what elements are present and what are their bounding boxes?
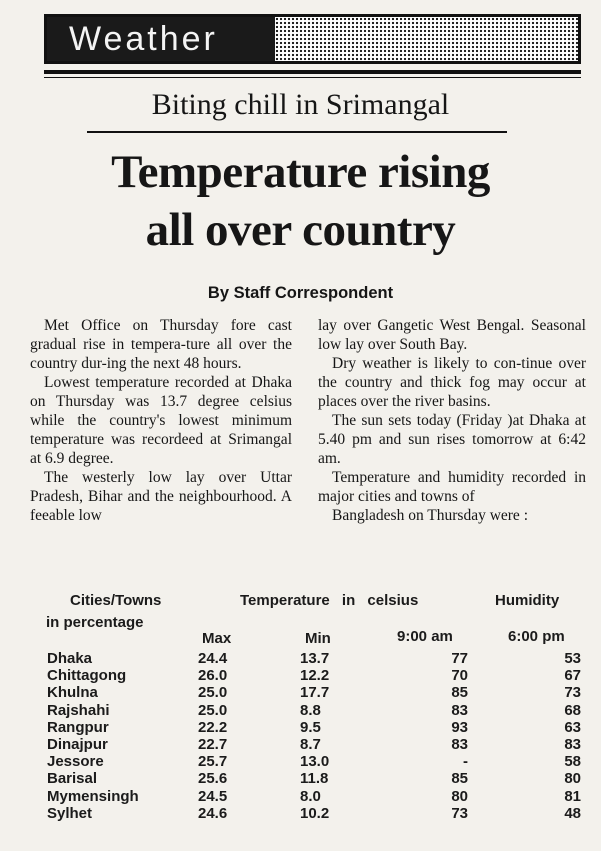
cell-h6: 67	[564, 667, 581, 685]
cell-min: 11.8	[300, 770, 329, 788]
section-label: Weather	[47, 17, 275, 61]
cell-h9: 85	[451, 770, 468, 788]
table-row	[0, 702, 601, 719]
table-row	[0, 753, 601, 770]
cell-h9: -	[463, 753, 468, 771]
cell-h6: 63	[564, 718, 581, 736]
cell-city: Khulna	[47, 684, 98, 702]
table-row	[0, 684, 601, 701]
paragraph: The westerly low lay over Uttar Pradesh, Bihar and the neighbourhood. A feeable low	[30, 469, 292, 524]
cell-h6: 81	[564, 787, 581, 805]
cell-max: 24.5	[198, 787, 228, 805]
cell-min: 8.8	[300, 701, 321, 719]
cell-city: Rangpur	[47, 718, 109, 736]
header-rule-thin	[44, 77, 581, 78]
cell-max: 22.2	[198, 718, 228, 736]
section-header	[44, 14, 581, 64]
header-temperature: Temperature in celsius	[240, 592, 419, 609]
cell-h6: 53	[564, 650, 581, 667]
cell-h6: 83	[564, 736, 581, 753]
headline-line-2: all over country	[145, 204, 456, 256]
kicker: Biting chill in Srimangal	[151, 88, 450, 121]
cell-min: 13.7	[300, 650, 330, 667]
header-max: Max	[202, 630, 232, 647]
cell-h9: 80	[451, 787, 468, 805]
table-row	[0, 719, 601, 736]
cell-min: 9.5	[300, 718, 321, 736]
headline	[0, 143, 601, 259]
header-rule	[44, 70, 581, 74]
cell-h9: 73	[451, 804, 468, 822]
cell-min: 13.0	[300, 753, 330, 771]
headline-line-1: Temperature rising	[111, 146, 490, 198]
cell-max: 24.6	[198, 804, 228, 822]
table-row	[0, 770, 601, 787]
cell-min: 10.2	[300, 804, 330, 822]
header-6pm: 6:00 pm	[508, 628, 565, 645]
cell-max: 22.7	[198, 736, 228, 753]
cell-h9: 70	[451, 667, 468, 685]
cell-min: 12.2	[300, 667, 330, 685]
header-in-percentage: in percentage	[46, 614, 144, 631]
cell-city: Sylhet	[47, 804, 93, 822]
cell-h6: 80	[564, 770, 581, 788]
cell-city: Rajshahi	[47, 701, 110, 719]
cell-h9: 93	[451, 718, 468, 736]
header-humidity: Humidity	[495, 592, 560, 609]
cell-city: Jessore	[47, 753, 104, 771]
paragraph: Met Office on Thursday fore cast gradual rise in tempera-ture all over the country dur-ing the next 48 hours.	[30, 317, 292, 372]
article-column-left	[30, 316, 292, 525]
cell-max: 25.6	[198, 770, 228, 788]
cell-max: 25.7	[198, 753, 228, 771]
table-row	[0, 805, 601, 822]
table-row	[0, 650, 601, 667]
byline: By Staff Correspondent	[207, 284, 394, 302]
cell-h6: 58	[564, 753, 581, 771]
cell-city: Dhaka	[47, 650, 93, 667]
cell-h9: 77	[451, 650, 468, 667]
paragraph: Lowest temperature recorded at Dhaka on Thursday was 13.7 degree celsius while the country's lowest minimum temperature was recordeed at Srimangal at 6.9 degree.	[30, 374, 292, 467]
cell-h6: 68	[564, 701, 581, 719]
cell-city: Barisal	[47, 770, 98, 788]
paragraph: Temperature and humidity recorded in major cities and towns of	[318, 469, 586, 505]
paragraph: Bangladesh on Thursday were :	[332, 507, 528, 524]
cell-h6: 73	[564, 684, 581, 702]
cell-min: 17.7	[300, 684, 330, 702]
header-min: Min	[305, 630, 331, 647]
cell-city: Dinajpur	[47, 736, 108, 753]
paragraph: Dry weather is likely to con-tinue over the country and thick fog may occur at places over the river basins.	[318, 355, 586, 410]
kicker-rule	[87, 131, 507, 133]
cell-max: 25.0	[198, 684, 228, 702]
cell-max: 25.0	[198, 701, 228, 719]
header-cities: Cities/Towns	[70, 592, 162, 609]
table-row	[0, 736, 601, 753]
cell-h9: 83	[451, 701, 468, 719]
cell-max: 24.4	[198, 650, 228, 667]
halftone-pattern	[275, 17, 578, 61]
cell-h9: 83	[451, 736, 468, 753]
paragraph: The sun sets today (Friday )at Dhaka at 5.40 pm and sun rises tomorrow at 6:42 am.	[318, 412, 586, 467]
table-row	[0, 667, 601, 684]
paragraph: lay over Gangetic West Bengal. Seasonal low lay over South Bay.	[318, 317, 586, 353]
cell-min: 8.7	[300, 736, 321, 753]
article-column-right	[318, 316, 586, 525]
cell-max: 26.0	[198, 667, 228, 685]
cell-city: Chittagong	[47, 667, 127, 685]
header-9am: 9:00 am	[397, 628, 453, 645]
cell-h9: 85	[451, 684, 468, 702]
cell-city: Mymensingh	[47, 787, 139, 805]
cell-h6: 48	[564, 804, 581, 822]
cell-min: 8.0	[300, 787, 321, 805]
table-row	[0, 788, 601, 805]
